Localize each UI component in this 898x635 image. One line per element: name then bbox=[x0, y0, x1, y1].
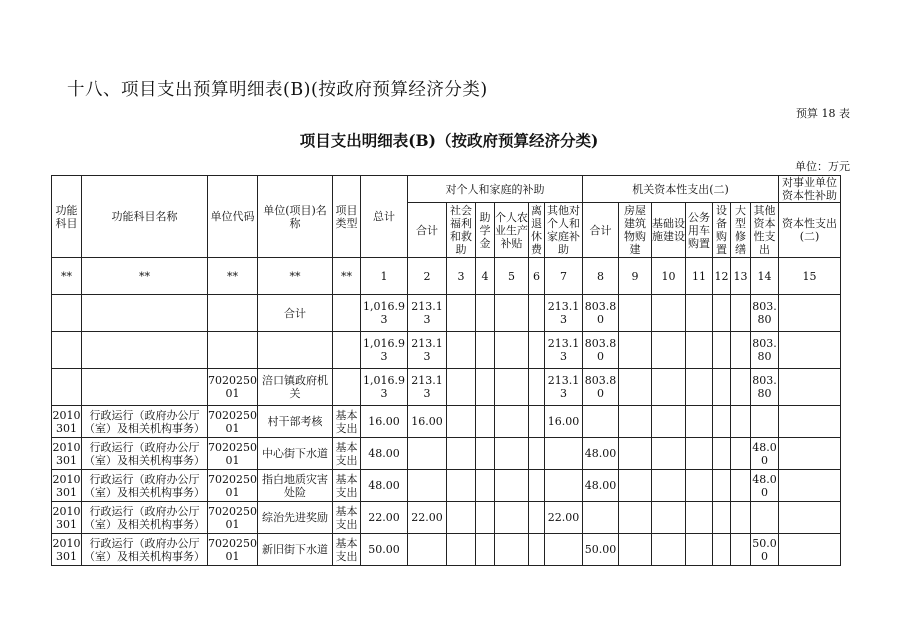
func-code-cell bbox=[52, 369, 82, 406]
header-func-code: 功能科目 bbox=[52, 176, 82, 258]
index-cell: 5 bbox=[495, 258, 529, 295]
value-cell bbox=[529, 369, 545, 406]
value-cell bbox=[686, 438, 713, 470]
unit-name-cell: 指白地质灾害处险 bbox=[258, 470, 333, 502]
unit-name-cell: 综治先进奖励 bbox=[258, 502, 333, 534]
value-cell bbox=[619, 406, 652, 438]
unit-code-cell: 702025001 bbox=[208, 502, 258, 534]
value-cell bbox=[476, 502, 495, 534]
index-cell: 2 bbox=[408, 258, 447, 295]
value-cell bbox=[713, 470, 731, 502]
func-name-cell bbox=[82, 332, 208, 369]
value-cell bbox=[751, 502, 779, 534]
proj-type-cell: 基本支出 bbox=[333, 470, 361, 502]
func-name-cell: 行政运行（政府办公厅（室）及相关机构事务） bbox=[82, 470, 208, 502]
value-cell bbox=[476, 369, 495, 406]
header-infra: 基础设施建设 bbox=[652, 203, 686, 258]
func-name-cell: 行政运行（政府办公厅（室）及相关机构事务） bbox=[82, 438, 208, 470]
value-cell: 48.00 bbox=[583, 470, 619, 502]
func-name-cell: 行政运行（政府办公厅（室）及相关机构事务） bbox=[82, 406, 208, 438]
value-cell bbox=[731, 470, 751, 502]
value-cell: 213.13 bbox=[408, 332, 447, 369]
value-cell: 803.80 bbox=[583, 332, 619, 369]
header-housing: 房屋建筑物购建 bbox=[619, 203, 652, 258]
func-name-cell bbox=[82, 295, 208, 332]
value-cell bbox=[713, 332, 731, 369]
value-cell bbox=[447, 470, 476, 502]
value-cell bbox=[619, 438, 652, 470]
value-cell bbox=[652, 295, 686, 332]
value-cell bbox=[583, 406, 619, 438]
value-cell bbox=[583, 502, 619, 534]
value-cell: 16.00 bbox=[545, 406, 583, 438]
table-number: 预算 18 表 bbox=[796, 107, 850, 120]
unit-code-cell: 702025001 bbox=[208, 470, 258, 502]
value-cell: 48.00 bbox=[361, 470, 408, 502]
table-title: 项目支出明细表(B)（按政府预算经济分类) bbox=[299, 131, 599, 150]
value-cell bbox=[779, 332, 841, 369]
value-cell bbox=[652, 502, 686, 534]
table-row bbox=[52, 438, 841, 470]
index-cell: 6 bbox=[529, 258, 545, 295]
header-unit-code: 单位代码 bbox=[208, 176, 258, 258]
header-func-name: 功能科目名称 bbox=[82, 176, 208, 258]
value-cell bbox=[731, 534, 751, 566]
value-cell bbox=[447, 332, 476, 369]
value-cell bbox=[713, 295, 731, 332]
header-capital2: 资本性支出(二) bbox=[779, 203, 841, 258]
value-cell bbox=[495, 502, 529, 534]
unit-label: 单位：万元 bbox=[795, 160, 850, 173]
header-group-public: 对事业单位资本性补助 bbox=[779, 176, 841, 203]
value-cell bbox=[495, 406, 529, 438]
value-cell: 48.00 bbox=[751, 470, 779, 502]
unit-code-cell: 702025001 bbox=[208, 369, 258, 406]
value-cell bbox=[529, 502, 545, 534]
value-cell: 50.00 bbox=[583, 534, 619, 566]
value-cell bbox=[652, 438, 686, 470]
table-row bbox=[52, 332, 841, 369]
index-row bbox=[52, 258, 841, 295]
unit-name-cell: 涪口镇政府机关 bbox=[258, 369, 333, 406]
index-cell: 4 bbox=[476, 258, 495, 295]
value-cell: 50.00 bbox=[751, 534, 779, 566]
proj-type-cell: 基本支出 bbox=[333, 438, 361, 470]
value-cell: 16.00 bbox=[361, 406, 408, 438]
index-cell: 1 bbox=[361, 258, 408, 295]
index-cell: ** bbox=[82, 258, 208, 295]
value-cell bbox=[529, 534, 545, 566]
value-cell: 213.13 bbox=[408, 295, 447, 332]
value-cell bbox=[731, 332, 751, 369]
value-cell bbox=[619, 502, 652, 534]
value-cell bbox=[751, 406, 779, 438]
table-row bbox=[52, 295, 841, 332]
proj-type-cell bbox=[333, 332, 361, 369]
value-cell: 803.80 bbox=[583, 295, 619, 332]
value-cell bbox=[495, 470, 529, 502]
unit-code-cell bbox=[208, 332, 258, 369]
index-cell: 13 bbox=[731, 258, 751, 295]
value-cell: 48.00 bbox=[751, 438, 779, 470]
index-cell: 11 bbox=[686, 258, 713, 295]
value-cell bbox=[619, 470, 652, 502]
func-code-cell: 2010301 bbox=[52, 438, 82, 470]
unit-name-cell: 新旧街下水道 bbox=[258, 534, 333, 566]
value-cell bbox=[686, 470, 713, 502]
header-other-personal: 其他对个人和家庭补助 bbox=[545, 203, 583, 258]
value-cell bbox=[408, 470, 447, 502]
value-cell: 1,016.93 bbox=[361, 295, 408, 332]
value-cell bbox=[686, 406, 713, 438]
proj-type-cell: 基本支出 bbox=[333, 406, 361, 438]
value-cell bbox=[619, 369, 652, 406]
value-cell bbox=[447, 438, 476, 470]
header-vehicle: 公务用车购置 bbox=[686, 203, 713, 258]
value-cell: 50.00 bbox=[361, 534, 408, 566]
value-cell bbox=[447, 406, 476, 438]
value-cell: 213.13 bbox=[545, 295, 583, 332]
value-cell: 22.00 bbox=[408, 502, 447, 534]
value-cell bbox=[713, 369, 731, 406]
func-code-cell: 2010301 bbox=[52, 406, 82, 438]
value-cell bbox=[652, 332, 686, 369]
value-cell: 22.00 bbox=[361, 502, 408, 534]
value-cell bbox=[495, 295, 529, 332]
value-cell: 16.00 bbox=[408, 406, 447, 438]
index-cell: 15 bbox=[779, 258, 841, 295]
table-body bbox=[52, 176, 841, 566]
value-cell bbox=[731, 438, 751, 470]
value-cell bbox=[495, 369, 529, 406]
value-cell bbox=[476, 406, 495, 438]
value-cell bbox=[731, 295, 751, 332]
header-retire: 离退休费 bbox=[529, 203, 545, 258]
value-cell bbox=[779, 369, 841, 406]
unit-name-cell: 村干部考核 bbox=[258, 406, 333, 438]
value-cell bbox=[619, 332, 652, 369]
func-name-cell: 行政运行（政府办公厅（室）及相关机构事务） bbox=[82, 534, 208, 566]
func-name-cell: 行政运行（政府办公厅（室）及相关机构事务） bbox=[82, 502, 208, 534]
value-cell bbox=[779, 438, 841, 470]
value-cell bbox=[731, 502, 751, 534]
value-cell: 48.00 bbox=[361, 438, 408, 470]
value-cell bbox=[713, 438, 731, 470]
value-cell bbox=[408, 534, 447, 566]
header-group-capital: 机关资本性支出(二) bbox=[583, 176, 779, 203]
value-cell bbox=[652, 369, 686, 406]
header-proj-type: 项目类型 bbox=[333, 176, 361, 258]
header-repair: 大型修缮 bbox=[731, 203, 751, 258]
value-cell: 803.80 bbox=[751, 369, 779, 406]
value-cell bbox=[652, 406, 686, 438]
unit-code-cell: 702025001 bbox=[208, 438, 258, 470]
value-cell: 213.13 bbox=[545, 332, 583, 369]
value-cell: 213.13 bbox=[545, 369, 583, 406]
header-unit-name: 单位(项目)名称 bbox=[258, 176, 333, 258]
value-cell bbox=[545, 470, 583, 502]
value-cell bbox=[731, 406, 751, 438]
value-cell bbox=[495, 438, 529, 470]
index-cell: 7 bbox=[545, 258, 583, 295]
page-heading: 十八、项目支出预算明细表(B)(按政府预算经济分类) bbox=[67, 80, 488, 100]
header-total: 总计 bbox=[361, 176, 408, 258]
value-cell bbox=[408, 438, 447, 470]
func-code-cell: 2010301 bbox=[52, 470, 82, 502]
value-cell bbox=[476, 534, 495, 566]
func-code-cell bbox=[52, 332, 82, 369]
header-other-capital: 其他资本性支出 bbox=[751, 203, 779, 258]
proj-type-cell bbox=[333, 295, 361, 332]
index-cell: ** bbox=[258, 258, 333, 295]
value-cell bbox=[713, 502, 731, 534]
header-subtotal: 合计 bbox=[408, 203, 447, 258]
index-cell: 10 bbox=[652, 258, 686, 295]
value-cell bbox=[447, 534, 476, 566]
header-subtotal2: 合计 bbox=[583, 203, 619, 258]
table-row bbox=[52, 502, 841, 534]
value-cell bbox=[686, 534, 713, 566]
value-cell bbox=[545, 438, 583, 470]
value-cell bbox=[529, 470, 545, 502]
value-cell bbox=[779, 502, 841, 534]
value-cell bbox=[713, 534, 731, 566]
table-row bbox=[52, 406, 841, 438]
index-cell: 9 bbox=[619, 258, 652, 295]
header-agri: 个人农业生产补贴 bbox=[495, 203, 529, 258]
value-cell bbox=[495, 534, 529, 566]
table-row bbox=[52, 470, 841, 502]
value-cell bbox=[447, 295, 476, 332]
proj-type-cell: 基本支出 bbox=[333, 502, 361, 534]
table-row bbox=[52, 534, 841, 566]
value-cell bbox=[686, 502, 713, 534]
value-cell bbox=[686, 369, 713, 406]
func-code-cell: 2010301 bbox=[52, 502, 82, 534]
value-cell bbox=[713, 406, 731, 438]
proj-type-cell: 基本支出 bbox=[333, 534, 361, 566]
unit-name-cell: 合计 bbox=[258, 295, 333, 332]
value-cell bbox=[545, 534, 583, 566]
index-cell: 12 bbox=[713, 258, 731, 295]
value-cell: 1,016.93 bbox=[361, 332, 408, 369]
value-cell: 803.80 bbox=[583, 369, 619, 406]
index-cell: ** bbox=[52, 258, 82, 295]
index-cell: ** bbox=[208, 258, 258, 295]
value-cell bbox=[447, 369, 476, 406]
value-cell bbox=[529, 295, 545, 332]
value-cell bbox=[476, 295, 495, 332]
index-cell: 8 bbox=[583, 258, 619, 295]
budget-table bbox=[51, 175, 841, 566]
header-welfare: 社会福利和救助 bbox=[447, 203, 476, 258]
unit-name-cell: 中心街下水道 bbox=[258, 438, 333, 470]
value-cell bbox=[529, 438, 545, 470]
value-cell bbox=[779, 406, 841, 438]
index-cell: 3 bbox=[447, 258, 476, 295]
value-cell bbox=[495, 332, 529, 369]
unit-code-cell bbox=[208, 295, 258, 332]
func-name-cell bbox=[82, 369, 208, 406]
header-stipend: 助学金 bbox=[476, 203, 495, 258]
value-cell bbox=[529, 406, 545, 438]
value-cell: 48.00 bbox=[583, 438, 619, 470]
value-cell bbox=[619, 295, 652, 332]
unit-name-cell bbox=[258, 332, 333, 369]
index-cell: 14 bbox=[751, 258, 779, 295]
value-cell bbox=[652, 534, 686, 566]
header-group-personal: 对个人和家庭的补助 bbox=[408, 176, 583, 203]
value-cell bbox=[779, 534, 841, 566]
unit-code-cell: 702025001 bbox=[208, 406, 258, 438]
value-cell: 22.00 bbox=[545, 502, 583, 534]
value-cell bbox=[447, 502, 476, 534]
value-cell bbox=[476, 438, 495, 470]
proj-type-cell bbox=[333, 369, 361, 406]
value-cell bbox=[652, 470, 686, 502]
value-cell bbox=[476, 332, 495, 369]
value-cell: 1,016.93 bbox=[361, 369, 408, 406]
index-cell: ** bbox=[333, 258, 361, 295]
value-cell: 803.80 bbox=[751, 295, 779, 332]
value-cell bbox=[529, 332, 545, 369]
value-cell bbox=[686, 332, 713, 369]
value-cell bbox=[731, 369, 751, 406]
value-cell bbox=[686, 295, 713, 332]
table-row bbox=[52, 369, 841, 406]
func-code-cell: 2010301 bbox=[52, 534, 82, 566]
value-cell bbox=[476, 470, 495, 502]
value-cell bbox=[779, 295, 841, 332]
value-cell bbox=[619, 534, 652, 566]
header-equipment: 设备购置 bbox=[713, 203, 731, 258]
func-code-cell bbox=[52, 295, 82, 332]
value-cell: 213.13 bbox=[408, 369, 447, 406]
value-cell bbox=[779, 470, 841, 502]
unit-code-cell: 702025001 bbox=[208, 534, 258, 566]
value-cell: 803.80 bbox=[751, 332, 779, 369]
